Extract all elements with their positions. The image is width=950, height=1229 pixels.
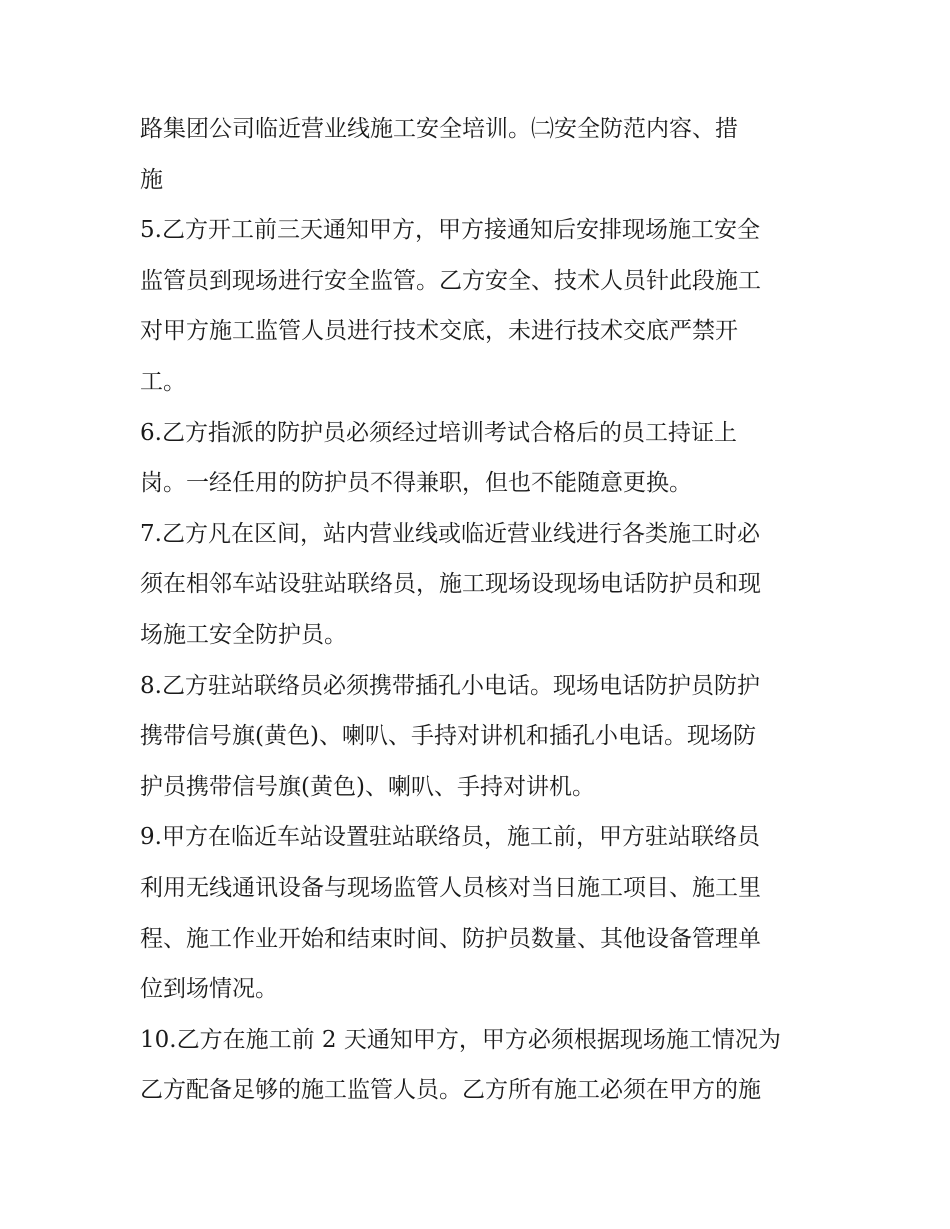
- paragraph-intro: 路集团公司临近营业线施工安全培训。㈡安全防范内容、措 施: [140, 116, 738, 193]
- paragraph-item-6: 6.乙方指派的防护员必须经过培训考试合格后的员工持证上 岗。一经任用的防护员不得兼职，但也不能随意更换。: [140, 419, 737, 497]
- paragraph-item-5: 5.乙方开工前三天通知甲方，甲方接通知后安排现场施工安全 监管员到现场进行安全监管。乙方安全、技术人员针此段施工 对甲方施工监管人员进行技术交底，未进行技术交底严禁开 工。: [140, 217, 761, 395]
- paragraph-item-8: 8.乙方驻站联络员必须携带插孔小电话。现场电话防护员防护 携带信号旗(黄色)、喇叭、手持对讲机和插孔小电话。现场防 护员携带信号旗(黄色)、喇叭、手持对讲机。: [140, 672, 760, 800]
- document-body: [140, 104, 830, 1116]
- paragraph-item-10: 10.乙方在施工前 2 天通知甲方，甲方必须根据现场施工情况为 乙方配备足够的施工监管人员。乙方所有施工必须在甲方的施: [140, 1026, 781, 1104]
- paragraph-item-9: 9.甲方在临近车站设置驻站联络员，施工前，甲方驻站联络员 利用无线通讯设备与现场监管人员核对当日施工项目、施工里 程、施工作业开始和结束时间、防护员数量、其他设备管理单 位到场情况。: [140, 824, 761, 1003]
- paragraph-item-7: 7.乙方凡在区间，站内营业线或临近营业线进行各类施工时必 须在相邻车站设驻站联络员，施工现场设现场电话防护员和现 场施工安全防护员。: [140, 520, 761, 648]
